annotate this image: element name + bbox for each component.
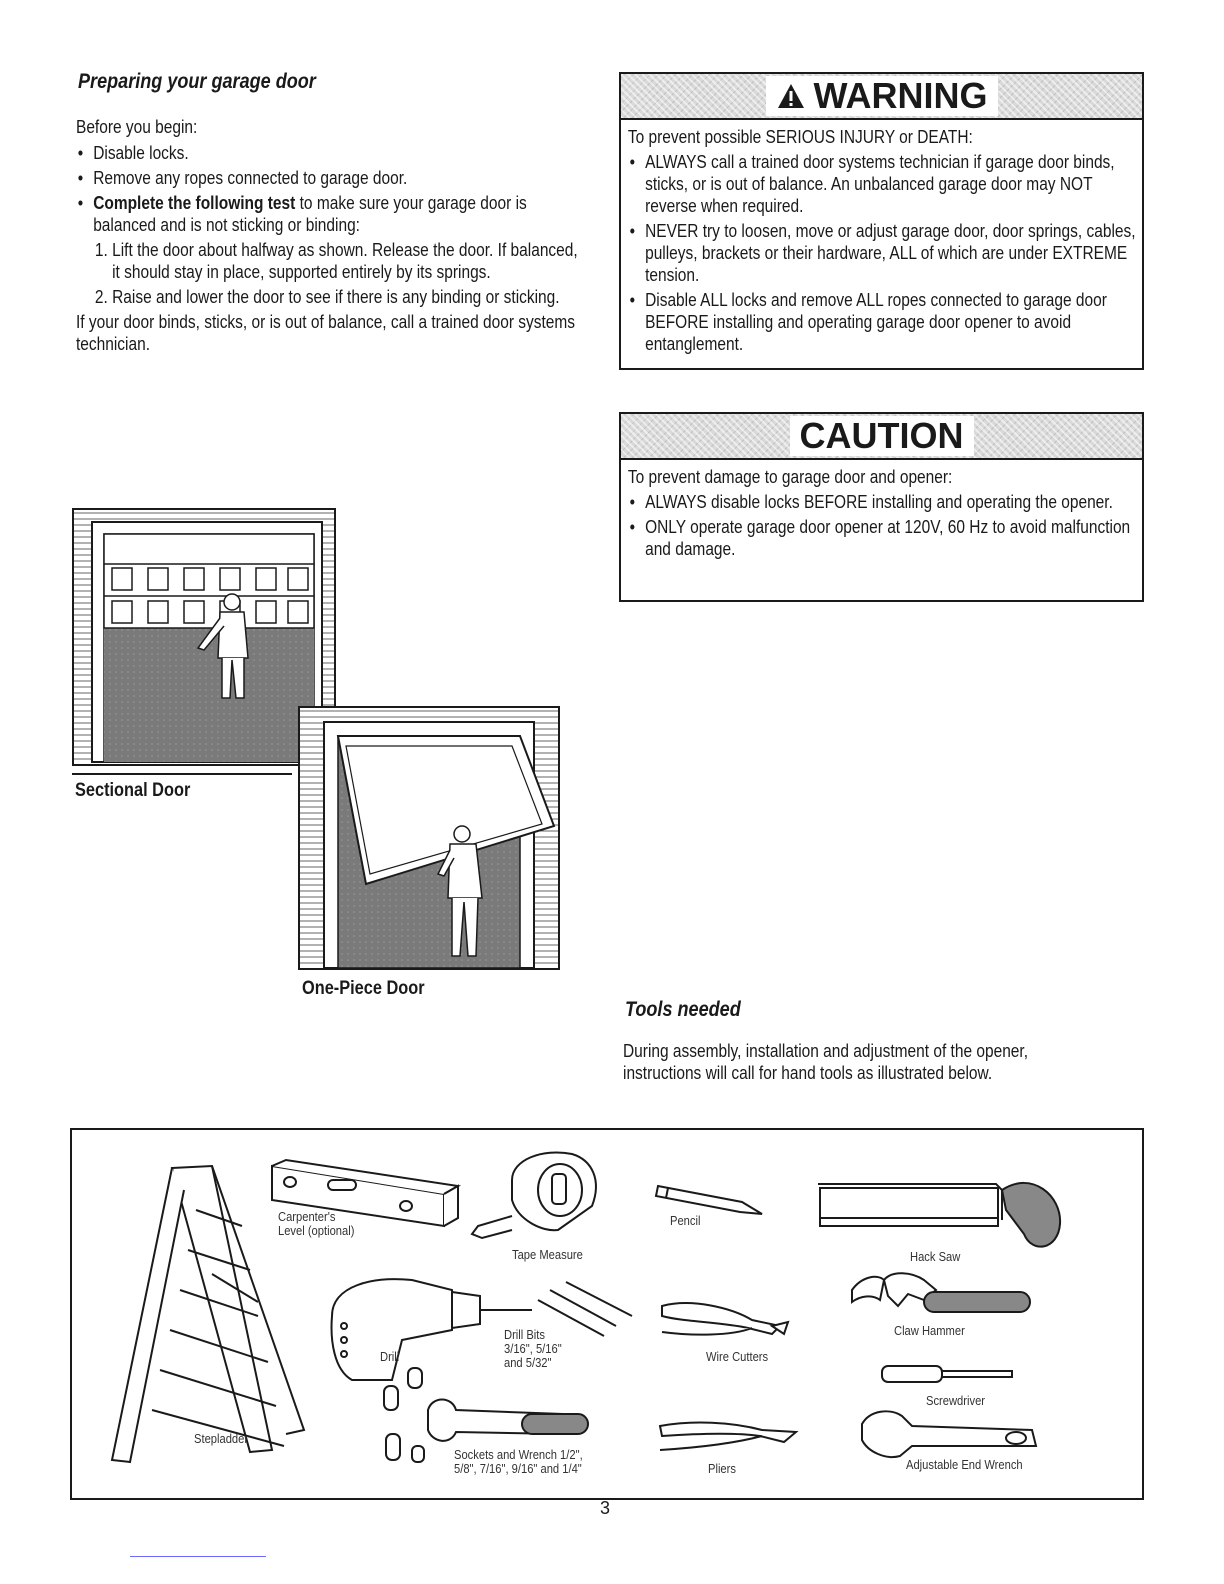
sockets-label-line: Sockets and Wrench 1/2", bbox=[454, 1447, 583, 1462]
page-number: 3 bbox=[600, 1498, 611, 1518]
test-steps bbox=[76, 239, 583, 308]
drill-bits-label-line: and 5/32" bbox=[504, 1355, 552, 1370]
warning-lead: To prevent possible SERIOUS INJURY or DEATH: bbox=[627, 127, 973, 147]
hack-saw-label: Hack Saw bbox=[910, 1249, 961, 1264]
warning-item: • ALWAYS call a trained door systems technician if garage door binds, sticks, or is out of balance. An unbalanced garage door may NOT reverse when required. bbox=[628, 151, 1139, 217]
test-step-1 bbox=[76, 239, 583, 283]
claw-hammer-icon bbox=[852, 1273, 1030, 1312]
drill-bits-label-line: 3/16", 5/16" bbox=[504, 1341, 562, 1356]
caution-item: • ALWAYS disable locks BEFORE installing and operating the opener. bbox=[628, 491, 1139, 513]
warning-title: WARNING bbox=[813, 75, 988, 116]
prep-bullet-test bbox=[76, 192, 583, 236]
screwdriver-label: Screwdriver bbox=[926, 1393, 986, 1408]
pencil-label: Pencil bbox=[670, 1213, 701, 1228]
prep-bullet-disable-locks: • Disable locks. bbox=[76, 142, 583, 164]
claw-hammer-label: Claw Hammer bbox=[894, 1323, 965, 1338]
caution-banner-title bbox=[790, 416, 974, 456]
drill-icon bbox=[332, 1279, 532, 1380]
caution-box bbox=[619, 412, 1144, 602]
drill-label: Drill bbox=[380, 1349, 400, 1364]
caution-list bbox=[628, 491, 1139, 560]
tape-measure-label: Tape Measure bbox=[512, 1247, 583, 1262]
warning-banner bbox=[621, 74, 1142, 120]
level-label-line: Carpenter's bbox=[278, 1209, 336, 1224]
closing-text: If your door binds, sticks, or is out of balance, call a trained door systems technician. bbox=[76, 312, 576, 354]
pliers-label: Pliers bbox=[708, 1461, 736, 1476]
warning-triangle-icon bbox=[776, 82, 806, 110]
sectional-caption-rule bbox=[72, 773, 292, 775]
warning-box bbox=[619, 72, 1144, 370]
bottom-rule bbox=[130, 1556, 266, 1557]
one-piece-door-caption: One-Piece Door bbox=[302, 978, 425, 999]
one-piece-door-illustration bbox=[298, 706, 560, 970]
pliers-icon bbox=[660, 1423, 796, 1450]
warning-item: • Disable ALL locks and remove ALL ropes connected to garage door BEFORE installing and operating garage door opener to avoid entanglement. bbox=[628, 289, 1139, 355]
pencil-icon bbox=[656, 1186, 762, 1214]
sectional-door-caption: Sectional Door bbox=[75, 780, 191, 801]
caution-lead: To prevent damage to garage door and opener: bbox=[627, 467, 953, 487]
wire-cutters-label: Wire Cutters bbox=[706, 1349, 769, 1364]
preparing-body bbox=[76, 116, 583, 355]
prep-bullet-list bbox=[76, 142, 583, 236]
test-rest-text: to make sure your garage door is balanced and is not sticking or binding: bbox=[93, 193, 527, 235]
caution-item: • ONLY operate garage door opener at 120V, 60 Hz to avoid malfunction and damage. bbox=[628, 516, 1139, 560]
tools-panel bbox=[70, 1128, 1144, 1500]
step-text: Raise and lower the door to see if there is any binding or sticking. bbox=[112, 287, 560, 307]
caution-title: CAUTION bbox=[799, 415, 964, 456]
drill-bits-label-line: Drill Bits bbox=[504, 1327, 545, 1342]
step-number: 1. bbox=[94, 240, 108, 260]
adjustable-wrench-icon bbox=[862, 1411, 1036, 1457]
level-label-line: Level (optional) bbox=[278, 1223, 355, 1238]
prep-bullet-remove-ropes: • Remove any ropes connected to garage door. bbox=[76, 167, 583, 189]
tools-intro-text: During assembly, installation and adjustment of the opener, instructions will call for hand tools as illustrated below. bbox=[623, 1041, 1029, 1083]
sockets-label-line: 5/8", 7/16", 9/16" and 1/4" bbox=[454, 1461, 582, 1476]
warning-banner-title bbox=[766, 76, 998, 116]
stepladder-label: Stepladder bbox=[194, 1431, 249, 1446]
level-label bbox=[278, 1210, 354, 1238]
caution-content bbox=[621, 460, 1146, 569]
screwdriver-icon bbox=[882, 1366, 1012, 1382]
step-text: Lift the door about halfway as shown. Release the door. If balanced, it should stay in place, supported entirely by its springs. bbox=[112, 240, 578, 282]
caution-banner bbox=[621, 414, 1142, 460]
wire-cutters-icon bbox=[662, 1303, 788, 1335]
adjustable-wrench-label: Adjustable End Wrench bbox=[906, 1457, 1023, 1472]
warning-item: • NEVER try to loosen, move or adjust garage door, door springs, cables, pulleys, brackets or their hardware, ALL of which are under EXTREME tension. bbox=[628, 220, 1139, 286]
drill-bits-label bbox=[504, 1328, 562, 1370]
warning-content bbox=[621, 120, 1146, 364]
section-heading-tools: Tools needed bbox=[625, 998, 741, 1021]
step-number: 2. bbox=[94, 287, 108, 307]
warning-list bbox=[628, 151, 1139, 355]
intro-text: Before you begin: bbox=[76, 117, 198, 137]
test-bold-text: Complete the following test bbox=[93, 193, 296, 213]
tape-measure-icon bbox=[472, 1152, 596, 1238]
stepladder-icon bbox=[112, 1166, 304, 1462]
sockets-label bbox=[454, 1448, 583, 1476]
section-heading-preparing: Preparing your garage door bbox=[78, 70, 316, 93]
sectional-door-illustration bbox=[72, 508, 336, 766]
hack-saw-icon bbox=[818, 1183, 1060, 1247]
test-step-2 bbox=[76, 286, 583, 308]
